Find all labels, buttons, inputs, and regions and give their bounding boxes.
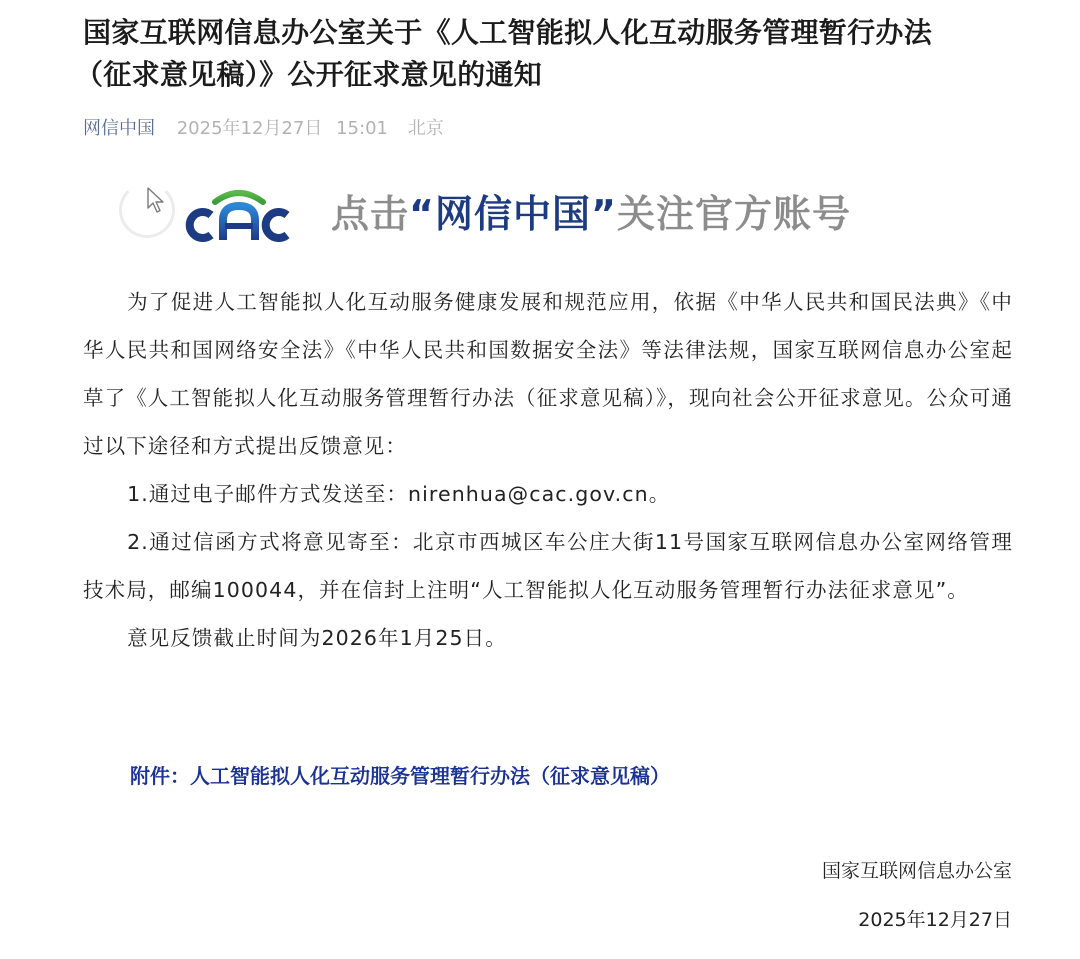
banner-suffix: 关注官方账号 bbox=[616, 192, 851, 236]
account-name-link[interactable]: 网信中国 bbox=[83, 118, 155, 139]
signature-block bbox=[822, 853, 1012, 938]
cac-logo-icon bbox=[179, 182, 299, 242]
publish-date: 2025年12月27日 bbox=[176, 118, 323, 139]
follow-account-banner[interactable] bbox=[119, 178, 959, 254]
signature-date: 2025年12月27日 bbox=[858, 909, 1012, 931]
banner-text bbox=[331, 186, 851, 242]
body-paragraph-mail: 2.通过信函方式将意见寄至：北京市西城区车公庄大街11号国家互联网信息办公室网络管理技术局，邮编100044，并在信封上注明“人工智能拟人化互动服务管理暂行办法征求意见”。 bbox=[83, 530, 1013, 602]
signature-org: 国家互联网信息办公室 bbox=[821, 860, 1012, 882]
body-paragraph-intro: 为了促进人工智能拟人化互动服务健康发展和规范应用，依据《中华人民共和国民法典》《中华人民共和国网络安全法》《中华人民共和国数据安全法》等法律法规，国家互联网信息办公室起草了《人工智能拟人化互动服务管理暂行办法（征求意见稿）》，现向社会公开征求意见。公众可通过以下途径和方式提出反馈意见： bbox=[83, 290, 1013, 458]
pointer-cursor-icon bbox=[146, 186, 168, 216]
article-meta bbox=[83, 115, 444, 143]
publish-location: 北京 bbox=[407, 118, 444, 139]
banner-prefix: 点击 bbox=[331, 192, 410, 236]
title-line-1: 国家互联网信息办公室关于《人工智能拟人化互动服务管理暂行办法 bbox=[83, 16, 933, 49]
article-body bbox=[83, 278, 1013, 662]
title-line-2: （征求意见稿）》公开征求意见的通知 bbox=[75, 58, 543, 91]
attachment-link[interactable]: 附件：人工智能拟人化互动服务管理暂行办法（征求意见稿） bbox=[130, 764, 670, 788]
body-paragraph-email: 1.通过电子邮件方式发送至：nirenhua@cac.gov.cn。 bbox=[127, 482, 671, 506]
article-title bbox=[75, 12, 1023, 96]
publish-time: 15:01 bbox=[336, 118, 388, 139]
body-paragraph-deadline: 意见反馈截止时间为2026年1月25日。 bbox=[127, 626, 507, 650]
banner-highlight: “网信中国” bbox=[409, 192, 617, 236]
